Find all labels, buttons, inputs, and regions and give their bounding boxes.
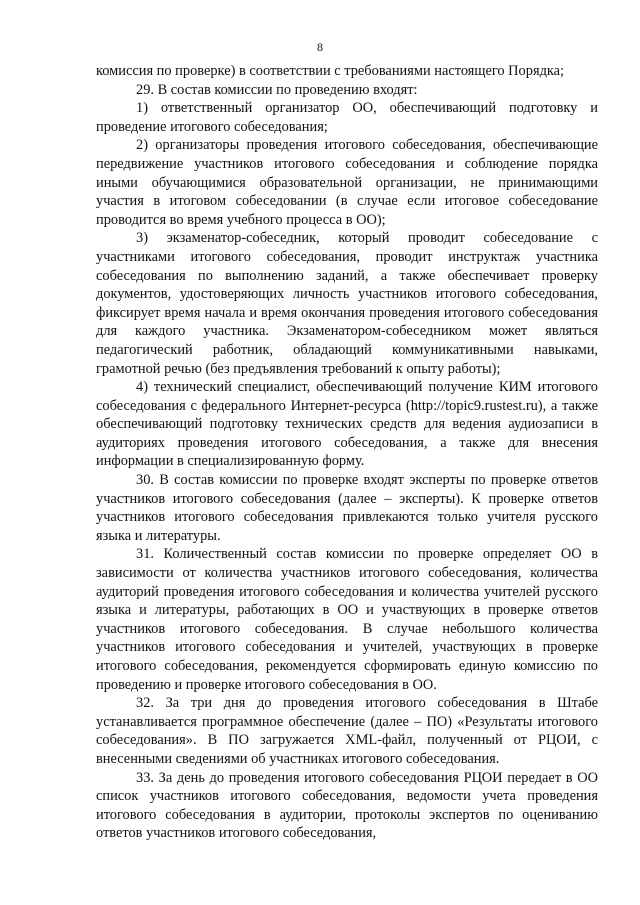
page-number: 8 <box>317 40 323 54</box>
list-item-2: 2) организаторы проведения итогового собеседования, обеспечивающие передвижение участников итогового собеседования и соблюдение порядка иными обучающимися образовательной организации, не принимающими участия в итоговом собеседовании (в случае если итоговое собеседование проводится во время учебного процесса в ОО); <box>96 137 598 228</box>
paragraph-continuation: комиссия по проверке) в соответствии с требованиями настоящего Порядка; <box>96 63 565 79</box>
list-item-1: 1) ответственный организатор ОО, обеспечивающий подготовку и проведение итогового собеседования; <box>96 100 598 135</box>
document-body <box>96 62 598 843</box>
list-item-4: 4) технический специалист, обеспечивающий получение КИМ итогового собеседования с федерального Интернет-ресурса (http://topic9.rustest.ru), а также обеспечивающий подготовку технических средств для ведения аудиозаписи в аудиториях проведения итогового собеседования, а также для внесения информации в специализированную форму. <box>96 379 598 470</box>
paragraph-32: 32. За три дня до проведения итогового собеседования в Штабе устанавливается программное обеспечение (далее – ПО) «Результаты итогового собеседования». В ПО загружается XML-файл, полученный от РЦОИ, с внесенными сведениями об участниках итогового собеседования. <box>96 695 598 767</box>
paragraph-31: 31. Количественный состав комиссии по проверке определяет ОО в зависимости от количества участников итогового собеседования, количества аудиторий проведения итогового собеседования и количества учителей русского языка и литературы, работающих в ОО и участвующих в проверке ответов участников итогового собеседования. В случае небольшого количества участников итогового собеседования и учителей, участвующих в проверке итогового собеседования, рекомендуется сформировать единую комиссию по проведению и проверке итогового собеседования в ОО. <box>96 546 598 693</box>
list-item-3: 3) экзаменатор-собеседник, который проводит собеседование с участниками итогового собеседования, проводит инструктаж участника собеседования по выполнению заданий, а также обеспечивает проверку документов, удостоверяющих личность участников итогового собеседования, фиксирует время начала и время окончания проведения итогового собеседования для каждого участника. Экзаменатором-собеседником может являться педагогический работник, обладающий коммуникативными навыками, грамотной речью (без предъявления требований к опыту работы); <box>96 230 598 377</box>
paragraph-30: 30. В состав комиссии по проверке входят эксперты по проверке ответов участников итогового собеседования (далее – эксперты). К проверке ответов участников итогового собеседования привлекаются только учителя русского языка и литературы. <box>96 472 598 544</box>
paragraph-33: 33. За день до проведения итогового собеседования РЦОИ передает в ОО список участников итогового собеседования, ведомости учета проведения итогового собеседования в аудитории, протоколы экспертов по оцениванию ответов участников итогового собеседования, <box>96 769 598 842</box>
paragraph-29: 29. В состав комиссии по проведению входят: <box>136 81 418 98</box>
